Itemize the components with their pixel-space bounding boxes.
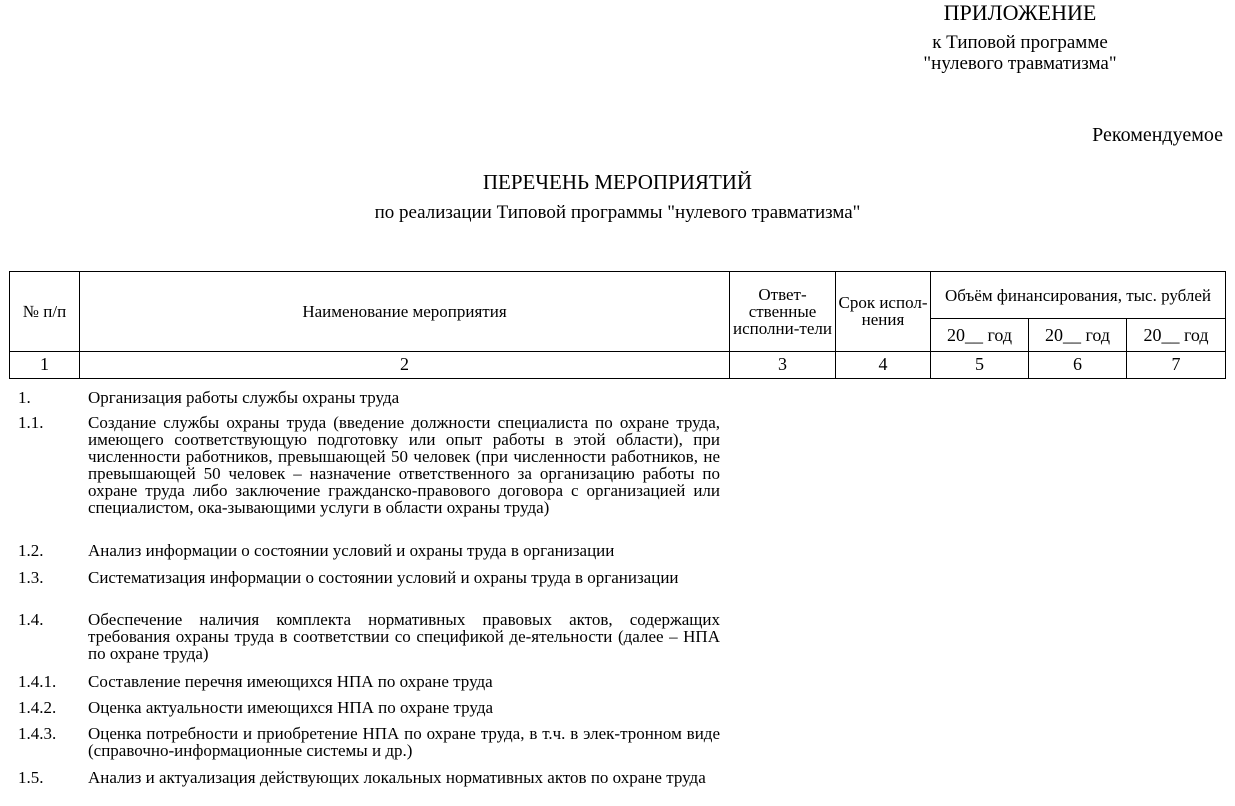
item-text: Анализ и актуализация действующих локальных нормативных актов по охране труда xyxy=(88,768,706,787)
item-number: 1.1. xyxy=(18,413,44,432)
item-text: Систематизация информации о состоянии условий и охраны труда в организации xyxy=(88,568,679,587)
column-number-cell: 5 xyxy=(931,351,1029,378)
document-title: ПЕРЕЧЕНЬ МЕРОПРИЯТИЙ xyxy=(482,170,753,194)
item-number: 1.5. xyxy=(18,768,44,787)
appendix-reference-line2: "нулевого травматизма" xyxy=(923,53,1117,74)
column-number-cell: 6 xyxy=(1029,351,1127,378)
column-number-cell: 3 xyxy=(730,351,836,378)
appendix-reference-line1: к Типовой программе xyxy=(932,32,1108,53)
item-number: 1.2. xyxy=(18,541,44,560)
header-cell-financing: Объём финансирования, тыс. рублей xyxy=(931,272,1226,319)
item-number: 1.4.3. xyxy=(18,724,57,743)
item-text: Составление перечня имеющихся НПА по охране труда xyxy=(88,672,493,691)
measures-table-header xyxy=(9,271,1226,379)
header-cell-year: 20__ год xyxy=(931,319,1029,351)
item-number: 1.4.2. xyxy=(18,698,57,717)
header-cell-responsible: Ответ-ственные исполни-тели xyxy=(730,272,836,352)
item-text: Создание службы охраны труда (введение должности специалиста по охране труда, имеющего соответствующую подготовку или опыт работы в этой области), при численности работников, превышающей 50 человек (при численности работников, не превышающей 50 человек – назначение ответственного за организацию работы по охране труда либо заключение гражданско-правового договора с организацией или специалистом, ока-зывающими услуги в области охраны труда) xyxy=(88,413,720,517)
column-number-cell: 2 xyxy=(80,351,730,378)
item-text: Обеспечение наличия комплекта нормативных правовых актов, содержащих требования охраны труда в соответствии со спецификой де-ятельности (далее – НПА по охране труда) xyxy=(88,610,720,663)
recommended-label: Рекомендуемое xyxy=(1092,124,1223,146)
header-cell-number: № п/п xyxy=(10,272,80,352)
column-number-cell: 4 xyxy=(836,351,931,378)
header-cell-measure-name: Наименование мероприятия xyxy=(80,272,730,352)
item-number: 1.3. xyxy=(18,568,44,587)
item-number: 1. xyxy=(18,388,31,407)
item-text: Оценка актуальности имеющихся НПА по охране труда xyxy=(88,698,494,717)
column-number-cell: 7 xyxy=(1127,351,1226,378)
item-number: 1.4. xyxy=(18,610,44,629)
item-text: Анализ информации о состоянии условий и охраны труда в организации xyxy=(88,541,615,560)
header-cell-deadline: Срок испол-нения xyxy=(836,272,931,352)
document-subtitle: по реализации Типовой программы "нулевого травматизма" xyxy=(374,202,861,223)
header-cell-year: 20__ год xyxy=(1127,319,1226,351)
item-number: 1.4.1. xyxy=(18,672,57,691)
column-number-cell: 1 xyxy=(10,351,80,378)
appendix-title: ПРИЛОЖЕНИЕ xyxy=(943,0,1097,25)
header-cell-year: 20__ год xyxy=(1029,319,1127,351)
item-text: Оценка потребности и приобретение НПА по охране труда, в т.ч. в элек-тронном виде (справочно-информационные системы и др.) xyxy=(88,724,720,760)
item-text: Организация работы службы охраны труда xyxy=(88,388,400,407)
